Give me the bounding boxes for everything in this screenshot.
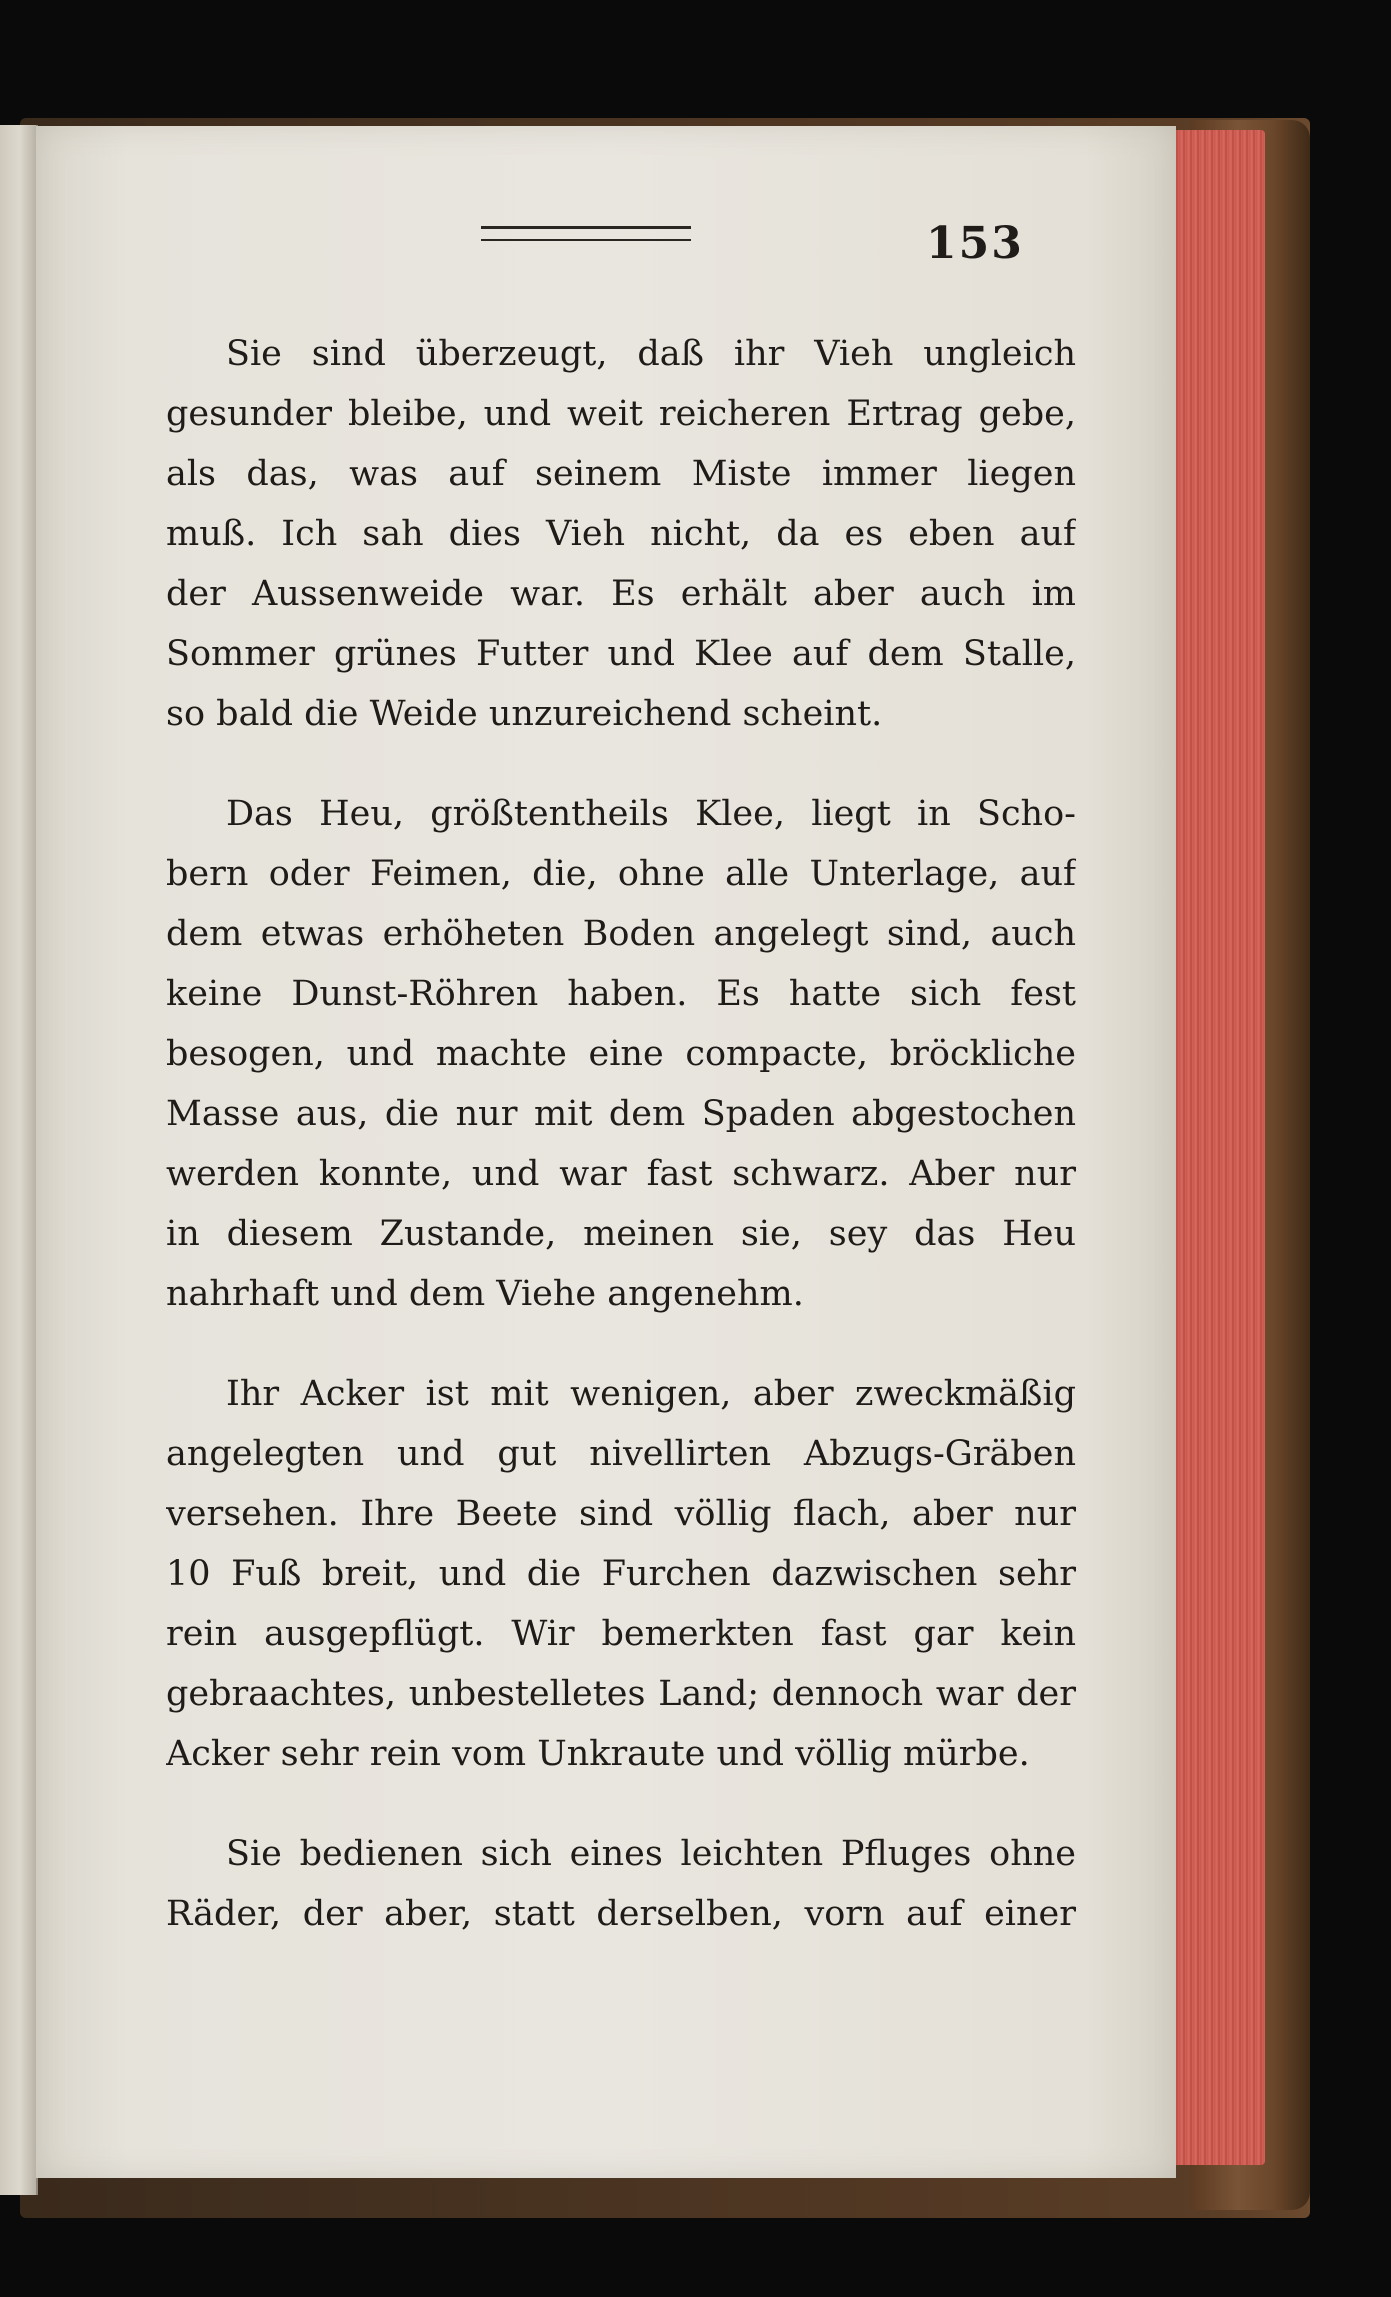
paragraph — [166, 324, 1076, 744]
paragraph — [166, 784, 1076, 1324]
book-page — [36, 126, 1176, 2178]
red-page-edges — [1165, 130, 1265, 2165]
text-line: nahrhaft und dem Viehe angenehm. — [166, 1274, 804, 1314]
text-line: muß. Ich sah dies Vieh nicht, da es eben auf — [166, 514, 1076, 554]
text-line: gesunder bleibe, und weit reicheren Ertrag gebe, — [166, 394, 1076, 434]
facing-page-edge — [0, 125, 38, 2195]
header-rule — [481, 226, 691, 241]
page-number: 153 — [926, 218, 1024, 269]
text-line: Räder, der aber, statt derselben, vorn auf einer — [166, 1894, 1076, 1934]
text-line: gebraachtes, unbestelletes Land; dennoch war der — [166, 1674, 1076, 1714]
text-line: Acker sehr rein vom Unkraute und völlig mürbe. — [166, 1734, 1030, 1774]
text-line: als das, was auf seinem Miste immer liegen — [166, 454, 1076, 494]
text-line: der Aussenweide war. Es erhält aber auch im — [166, 574, 1076, 614]
text-line: versehen. Ihre Beete sind völlig flach, aber nur — [166, 1494, 1076, 1534]
text-line: werden konnte, und war fast schwarz. Aber nur — [166, 1154, 1076, 1194]
paragraph — [166, 1364, 1076, 1784]
text-line: Masse aus, die nur mit dem Spaden abgestochen — [166, 1094, 1076, 1134]
text-line: dem etwas erhöheten Boden angelegt sind, auch — [166, 914, 1076, 954]
text-line: 10 Fuß breit, und die Furchen dazwischen sehr — [166, 1554, 1076, 1594]
text-line: so bald die Weide unzureichend scheint. — [166, 694, 883, 734]
text-line: rein ausgepflügt. Wir bemerkten fast gar kein — [166, 1614, 1076, 1654]
text-line: keine Dunst-Röhren haben. Es hatte sich fest — [166, 974, 1076, 1014]
text-line: Sie sind überzeugt, daß ihr Vieh ungleich — [226, 334, 1076, 374]
text-line: bern oder Feimen, die, ohne alle Unterlage, auf — [166, 854, 1076, 894]
text-line: besogen, und machte eine compacte, bröckliche — [166, 1034, 1076, 1074]
text-line: Sommer grünes Futter und Klee auf dem Stalle, — [166, 634, 1076, 674]
text-line: Das Heu, größtentheils Klee, liegt in Scho- — [226, 794, 1076, 834]
paragraph — [166, 1824, 1076, 1944]
text-line: Sie bedienen sich eines leichten Pfluges ohne — [226, 1834, 1076, 1874]
text-line: in diesem Zustande, meinen sie, sey das Heu — [166, 1214, 1076, 1254]
page-body — [166, 324, 1076, 1984]
text-line: angelegten und gut nivellirten Abzugs-Gräben — [166, 1434, 1076, 1474]
text-line: Ihr Acker ist mit wenigen, aber zweckmäßig — [226, 1374, 1076, 1414]
